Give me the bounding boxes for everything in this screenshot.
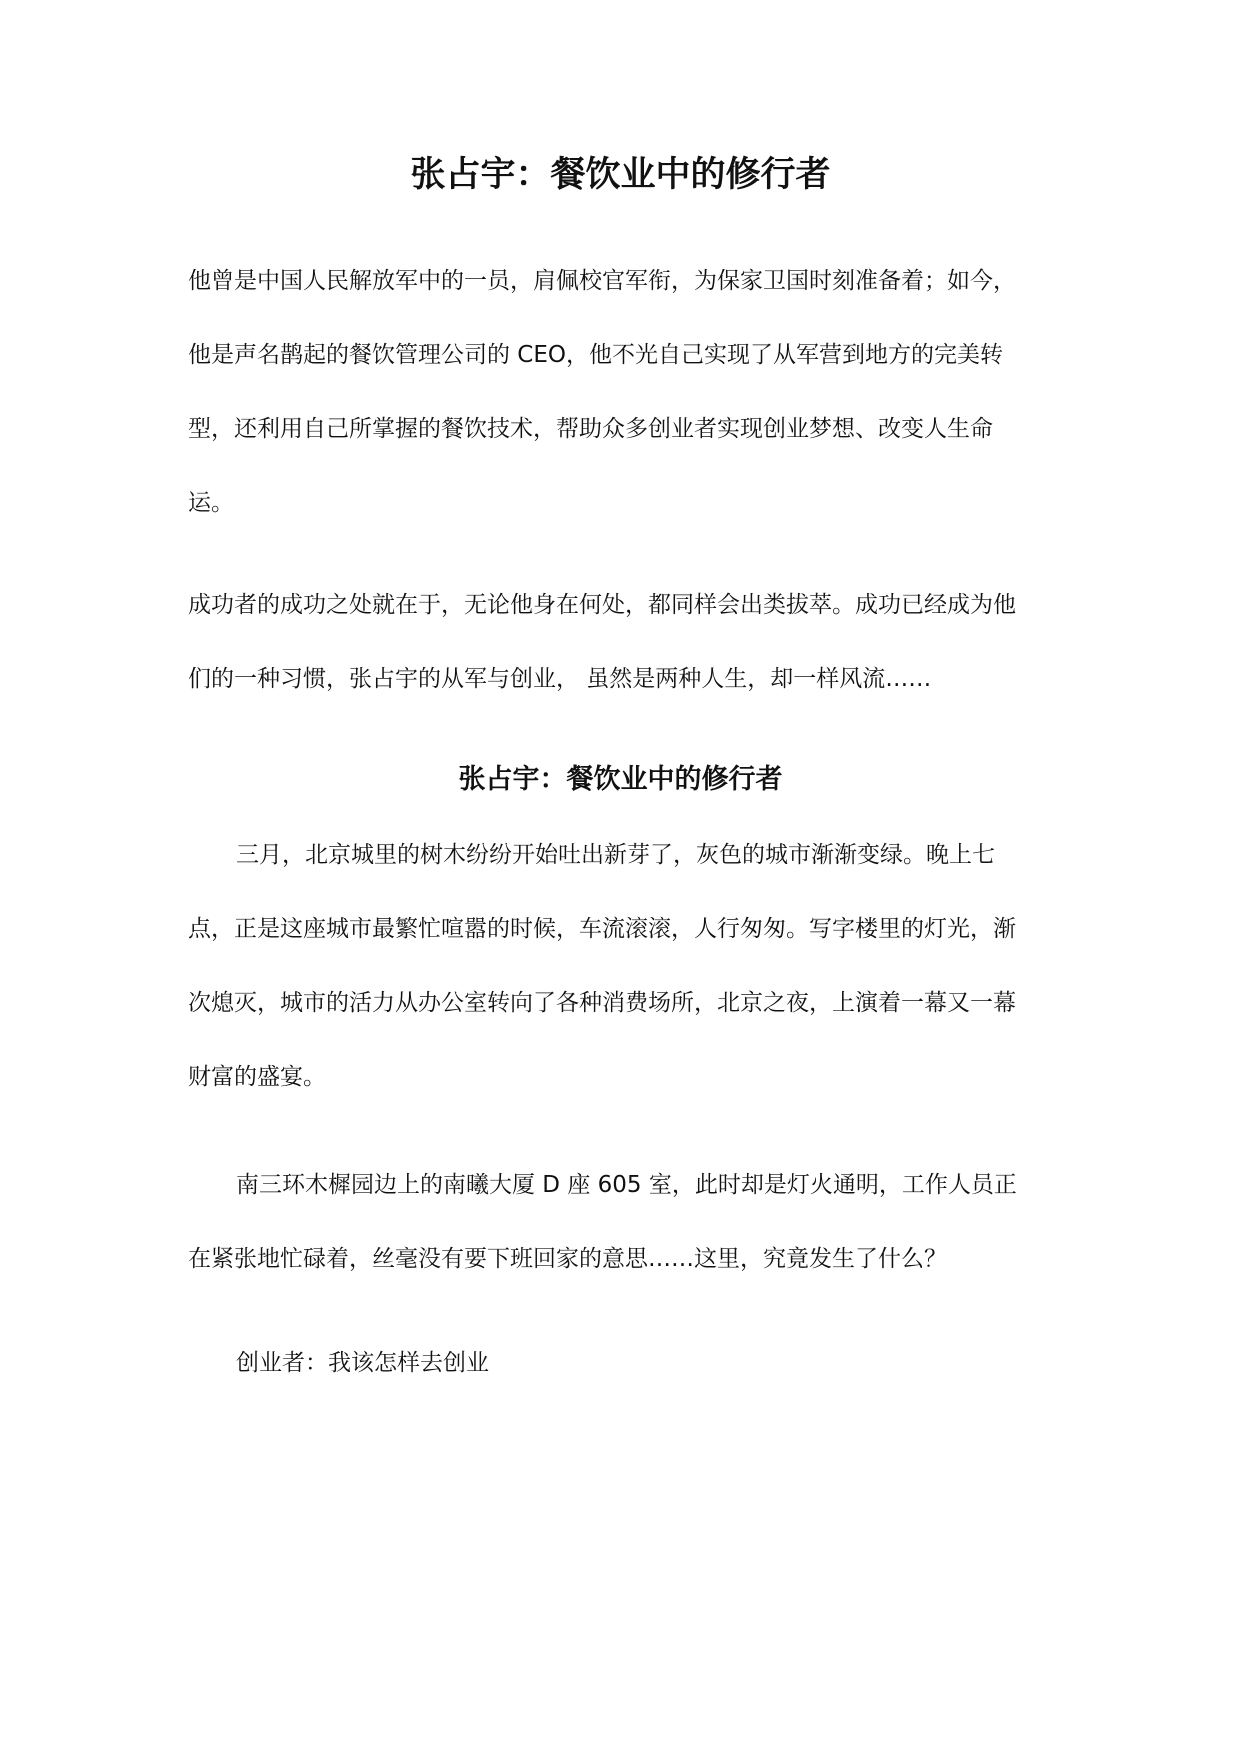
body-paragraph-3 bbox=[188, 1326, 1056, 1400]
paragraph-line: 成功者的成功之处就在于，无论他身在何处，都同样会出类拔萃。成功已经成为他 bbox=[188, 592, 1016, 618]
intro-paragraph-1 bbox=[188, 244, 1056, 540]
paragraph-line: 他曾是中国人民解放军中的一员，肩佩校官军衔，为保家卫国时刻准备着；如今， bbox=[188, 268, 1016, 294]
body-paragraph-2 bbox=[188, 1148, 1056, 1296]
paragraph-line: 型，还利用自己所掌握的餐饮技术，帮助众多创业者实现创业梦想、改变人生命 bbox=[188, 416, 993, 442]
paragraph-line: 们的一种习惯，张占宇的从军与创业， 虽然是两种人生，却一样风流…… bbox=[188, 666, 932, 692]
paragraph-line: 创业者：我该怎样去创业 bbox=[236, 1350, 489, 1376]
paragraph-line: 财富的盛宴。 bbox=[188, 1064, 326, 1090]
paragraph-line: 在紧张地忙碌着，丝毫没有要下班回家的意思……这里，究竟发生了什么？ bbox=[188, 1246, 947, 1272]
paragraph-line: 三月，北京城里的树木纷纷开始吐出新芽了，灰色的城市渐渐变绿。晚上七 bbox=[236, 842, 995, 868]
body-paragraph-1 bbox=[188, 818, 1056, 1114]
paragraph-line: 运。 bbox=[188, 490, 234, 516]
paragraph-line: 他是声名鹊起的餐饮管理公司的 CEO，他不光自己实现了从军营到地方的完美转 bbox=[188, 342, 1004, 368]
section-subtitle: 张占宇：餐饮业中的修行者 bbox=[458, 764, 783, 795]
paragraph-line: 点，正是这座城市最繁忙喧嚣的时候，车流滚滚，人行匆匆。写字楼里的灯光，渐 bbox=[188, 916, 1016, 942]
document-title: 张占宇：餐饮业中的修行者 bbox=[410, 154, 831, 195]
paragraph-line: 南三环木樨园边上的南曦大厦 D 座 605 室，此时却是灯火通明，工作人员正 bbox=[236, 1172, 1017, 1198]
paragraph-line: 次熄灭，城市的活力从办公室转向了各种消费场所，北京之夜，上演着一幕又一幕 bbox=[188, 990, 1016, 1016]
intro-paragraph-2 bbox=[188, 568, 1056, 716]
